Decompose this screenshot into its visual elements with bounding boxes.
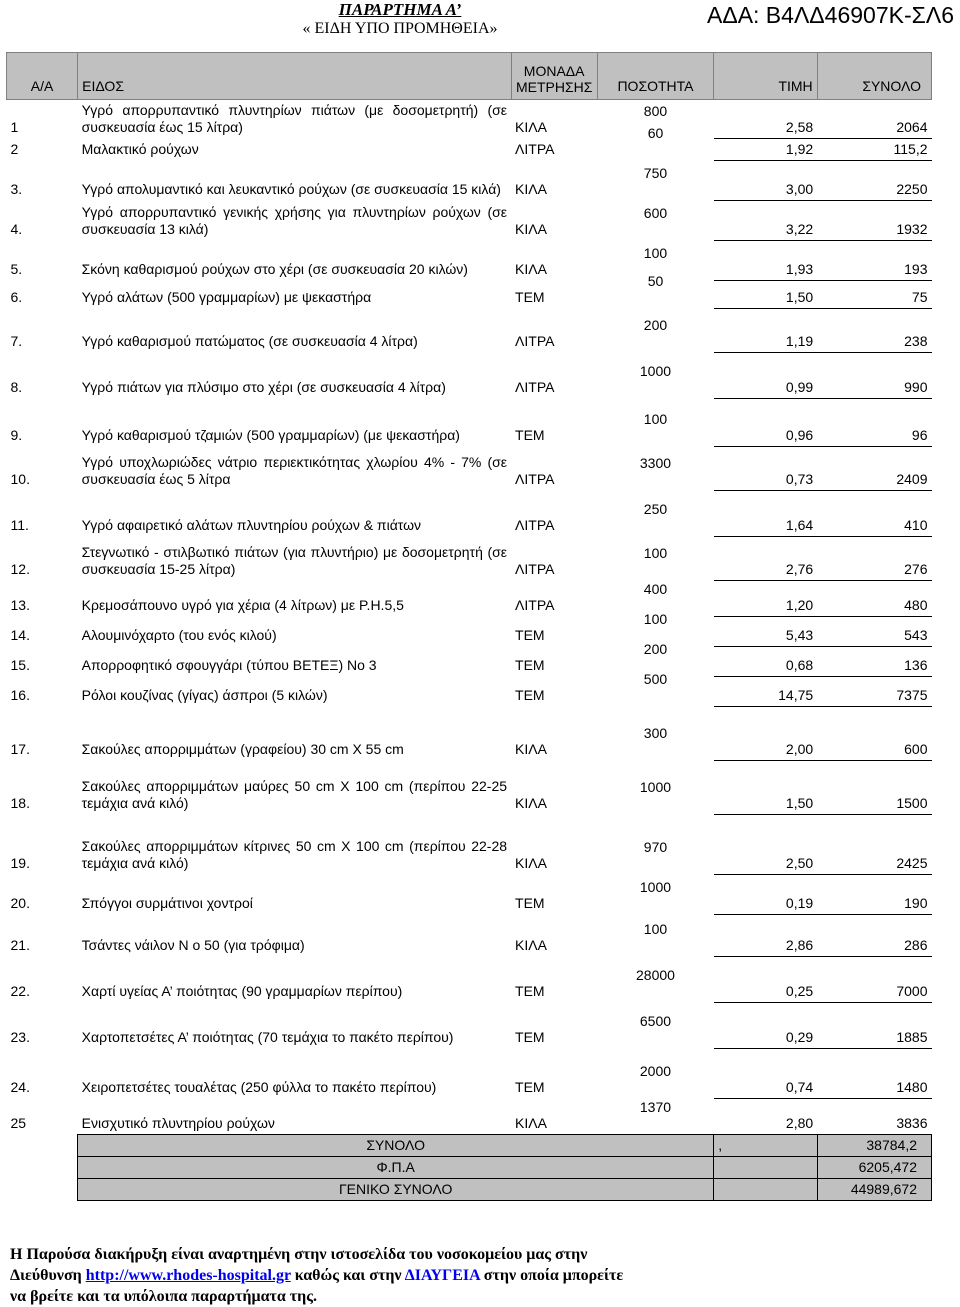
row-price: 1,92 <box>714 138 817 160</box>
row-price: 1,20 <box>714 580 817 616</box>
summary-row <box>7 1156 932 1178</box>
row-number: 25 <box>10 1115 27 1131</box>
row-price: 0,96 <box>714 398 817 446</box>
header-desc: ΕΙΔΟΣ <box>78 53 511 100</box>
row-number: 6. <box>10 289 23 305</box>
row-quantity-value: 100 <box>643 545 668 561</box>
row-description: Υγρό αφαιρετικό αλάτων πλυντηρίου ρούχων & πιάτων <box>81 517 422 533</box>
row-description: Σακούλες απορριμμάτων μαύρες 50 cm X 100 cm (περίπου 22-25 τεμάχια ανά κιλό) <box>81 778 508 811</box>
row-number: 7. <box>10 333 23 349</box>
summary-mark <box>714 1156 817 1178</box>
row-quantity-value: 3300 <box>639 455 672 471</box>
row-unit: ΛΙΤΡΑ <box>515 333 555 349</box>
row-price: 2,50 <box>714 814 817 874</box>
row-number: 17. <box>10 741 30 757</box>
row-quantity-value: 400 <box>643 581 668 597</box>
table-row <box>7 138 932 160</box>
table-row <box>7 914 932 956</box>
notice-line-2 <box>10 1265 940 1286</box>
table-row <box>7 200 932 240</box>
table-row <box>7 240 932 280</box>
row-number: 18. <box>10 795 30 811</box>
notice-line-1: Η Παρούσα διακήρυξη είναι αναρτημένη στην ιστοσελίδα του νοσοκομείου μας στην <box>10 1246 588 1263</box>
row-unit: ΤΕΜ <box>515 895 545 911</box>
row-description: Υγρό υποχλωριώδες νάτριο περιεκτικότητας χλωρίου 4% - 7% (σε συσκευασία έως 5 λίτρα <box>81 454 508 487</box>
row-total: 2064 <box>817 100 931 139</box>
row-unit: ΤΕΜ <box>515 627 545 643</box>
row-number: 16. <box>10 687 30 703</box>
summary-spacer <box>7 1156 78 1178</box>
header-price: ΤΙΜΗ <box>714 53 817 100</box>
summary-spacer <box>7 1178 78 1200</box>
row-total: 1500 <box>817 760 931 814</box>
table-row <box>7 160 932 200</box>
row-quantity-value: 200 <box>643 641 668 657</box>
row-number: 13. <box>10 597 30 613</box>
row-price: 0,29 <box>714 1002 817 1048</box>
table-row <box>7 1002 932 1048</box>
row-description: Σακούλες απορριμμάτων κίτρινες 50 cm X 100 cm (περίπου 22-28 τεμάχια ανά κιλό) <box>81 838 508 871</box>
row-price: 1,19 <box>714 308 817 352</box>
table-row <box>7 100 932 139</box>
row-total: 193 <box>817 240 931 280</box>
row-quantity-value: 60 <box>647 125 664 141</box>
row-quantity-value: 1000 <box>639 363 672 379</box>
row-total: 543 <box>817 616 931 646</box>
row-price: 0,99 <box>714 352 817 398</box>
row-total: 2425 <box>817 814 931 874</box>
table-row <box>7 280 932 308</box>
summary-label: ΣΥΝΟΛΟ <box>78 1134 714 1156</box>
row-quantity <box>597 160 713 200</box>
row-unit: ΤΕΜ <box>515 657 545 673</box>
table-row <box>7 814 932 874</box>
row-description: Χειροπετσέτες τουαλέτας (250 φύλλα το πακέτο περίπου) <box>81 1079 437 1095</box>
row-quantity <box>597 760 713 814</box>
row-total: 410 <box>817 490 931 536</box>
table-row <box>7 490 932 536</box>
row-number: 12. <box>10 561 30 577</box>
row-number: 23. <box>10 1029 30 1045</box>
row-total: 276 <box>817 536 931 580</box>
row-number: 8. <box>10 379 23 395</box>
row-unit: ΚΙΛΑ <box>515 261 547 277</box>
row-price: 2,76 <box>714 536 817 580</box>
row-description: Χαρτί υγείας Α’ ποιότητας (90 γραμμαρίων περίπου) <box>81 983 403 999</box>
notice-post-text: στην οποία μπορείτε <box>483 1267 624 1284</box>
row-quantity-value: 2000 <box>639 1063 672 1079</box>
row-total: 96 <box>817 398 931 446</box>
row-quantity-value: 100 <box>643 245 668 261</box>
diavgeia-link[interactable]: ΔΙΑΥΓΕΙΑ <box>404 1267 480 1284</box>
summary-row <box>7 1178 932 1200</box>
table-row <box>7 1048 932 1098</box>
row-price: 0,68 <box>714 646 817 676</box>
row-number: 24. <box>10 1079 30 1095</box>
row-quantity-value: 28000 <box>636 967 675 983</box>
row-price: 1,93 <box>714 240 817 280</box>
row-unit: ΤΕΜ <box>515 427 545 443</box>
row-price: 2,58 <box>714 100 817 139</box>
row-quantity <box>597 398 713 446</box>
table-row <box>7 706 932 760</box>
row-description: Υγρό καθαρισμού τζαμιών (500 γραμμαρίων) (με ψεκαστήρα) <box>81 427 460 443</box>
row-unit: ΚΙΛΑ <box>515 855 547 871</box>
row-total: 1885 <box>817 1002 931 1048</box>
row-quantity-value: 100 <box>643 411 668 427</box>
row-unit: ΚΙΛΑ <box>515 119 547 135</box>
row-unit: ΚΙΛΑ <box>515 795 547 811</box>
row-quantity-value: 500 <box>643 671 668 687</box>
row-unit: ΤΕΜ <box>515 289 545 305</box>
row-total: 1480 <box>817 1048 931 1098</box>
row-description: Χαρτοπετσέτες Α’ ποιότητας (70 τεμάχια το πακέτο περίπου) <box>81 1029 454 1045</box>
row-number: 22. <box>10 983 30 999</box>
table-row <box>7 580 932 616</box>
row-quantity-value: 1370 <box>639 1098 672 1115</box>
row-number: 21. <box>10 937 30 953</box>
table-row <box>7 1098 932 1134</box>
row-description: Υγρό απορρυπαντικό πλυντηρίων πιάτων (με δοσομετρητή) (σε συσκευασία έως 15 λίτρα) <box>81 102 508 135</box>
table-row <box>7 874 932 914</box>
row-description: Σκόνη καθαρισμού ρούχων στο χέρι (σε συσκευασία 20 κιλών) <box>81 261 468 277</box>
row-total: 286 <box>817 914 931 956</box>
table-row <box>7 352 932 398</box>
row-unit: ΛΙΤΡΑ <box>515 517 555 533</box>
row-number: 15. <box>10 657 30 673</box>
row-unit: ΚΙΛΑ <box>515 181 547 197</box>
items-body <box>7 100 932 1135</box>
row-quantity <box>597 671 713 706</box>
row-total: 136 <box>817 646 931 676</box>
row-unit: ΤΕΜ <box>515 1079 545 1095</box>
table-row <box>7 446 932 490</box>
row-description: Ενισχυτικό πλυντηρίου ρούχων <box>81 1114 275 1131</box>
row-quantity-value: 100 <box>643 611 668 627</box>
row-unit: ΛΙΤΡΑ <box>515 597 555 613</box>
row-price: 5,43 <box>714 616 817 646</box>
header-no: Α/Α <box>7 53 78 100</box>
table-row <box>7 956 932 1002</box>
row-quantity-value: 800 <box>643 103 668 119</box>
row-quantity <box>597 1002 713 1048</box>
summary-label: Φ.Π.Α <box>78 1156 714 1178</box>
row-total: 2250 <box>817 160 931 200</box>
row-price: 1,64 <box>714 490 817 536</box>
row-quantity-value: 300 <box>643 725 668 741</box>
summary-value: 38784,2 <box>817 1134 931 1156</box>
summary-row <box>7 1134 932 1156</box>
row-unit: ΚΙΛΑ <box>515 937 547 953</box>
row-total: 238 <box>817 308 931 352</box>
row-price: 0,74 <box>714 1048 817 1098</box>
row-quantity <box>597 814 713 874</box>
row-quantity <box>597 273 713 308</box>
row-unit: ΛΙΤΡΑ <box>515 561 555 577</box>
summary-mark <box>714 1178 817 1200</box>
row-quantity <box>597 536 713 580</box>
row-number: 10. <box>10 471 30 487</box>
row-unit: ΚΙΛΑ <box>515 221 547 237</box>
row-unit: ΛΙΤΡΑ <box>515 141 555 157</box>
row-quantity-value: 50 <box>647 273 664 289</box>
row-price: 3,22 <box>714 200 817 240</box>
summary-label: ΓΕΝΙΚΟ ΣΥΝΟΛΟ <box>78 1178 714 1200</box>
table-row <box>7 398 932 446</box>
row-quantity <box>597 1098 713 1134</box>
summary-mark: , <box>714 1134 817 1156</box>
row-unit: ΛΙΤΡΑ <box>515 379 555 395</box>
row-quantity-value: 1000 <box>639 779 672 795</box>
row-unit: ΛΙΤΡΑ <box>515 471 555 487</box>
row-total: 115,2 <box>817 138 931 160</box>
row-total: 480 <box>817 580 931 616</box>
row-quantity-value: 200 <box>643 317 668 333</box>
row-number: 2 <box>10 141 19 157</box>
row-description: Στεγνωτικό - στιλβωτικό πιάτων (για πλυντήριο) με δοσομετρητή (σε συσκευασία 15-25 λίτρα) <box>81 544 508 577</box>
table-row <box>7 676 932 706</box>
document-header <box>0 0 960 50</box>
row-unit: ΤΕΜ <box>515 983 545 999</box>
ada-code: ΑΔΑ: Β4ΛΔ46907Κ-ΣΛ6 <box>706 2 954 28</box>
table-row <box>7 536 932 580</box>
row-number: 4. <box>10 221 23 237</box>
row-quantity-value: 970 <box>643 839 668 855</box>
row-total: 190 <box>817 874 931 914</box>
row-quantity-value: 750 <box>643 165 668 181</box>
row-quantity <box>597 956 713 1002</box>
table-header-row <box>7 53 932 100</box>
notice-mid-text: καθώς και στην <box>294 1267 402 1284</box>
summary-spacer <box>7 1134 78 1156</box>
row-description: Κρεμοσάπουνο υγρό για χέρια (4 λίτρων) με Ρ.Η.5,5 <box>81 597 404 613</box>
row-quantity <box>597 446 713 490</box>
row-total: 2409 <box>817 446 931 490</box>
notice-address-label: Διεύθυνση <box>10 1267 82 1284</box>
row-unit: ΚΙΛΑ <box>515 741 547 757</box>
items-table <box>6 52 932 1201</box>
summary-value: 6205,472 <box>817 1156 931 1178</box>
row-description: Υγρό απολυμαντικό και λευκαντικό ρούχων (σε συσκευασία 15 κιλά) <box>81 181 501 197</box>
row-quantity <box>597 308 713 352</box>
row-description: Υγρό καθαρισμού πατώματος (σε συσκευασία 4 λίτρα) <box>81 333 418 349</box>
row-price: 0,25 <box>714 956 817 1002</box>
row-price: 3,00 <box>714 160 817 200</box>
row-unit: ΤΕΜ <box>515 1029 545 1045</box>
row-price: 0,73 <box>714 446 817 490</box>
row-quantity-value: 250 <box>643 501 668 517</box>
row-total: 7000 <box>817 956 931 1002</box>
row-number: 20. <box>10 895 30 911</box>
row-description: Υγρό απορρυπαντικό γενικής χρήσης για πλυντηρίων ρούχων (σε συσκευασία 13 κιλά) <box>81 204 508 237</box>
header-unit: ΜΟΝΑΔΑ ΜΕΤΡΗΣΗΣ <box>511 53 597 100</box>
summary-value: 44989,672 <box>817 1178 931 1200</box>
row-quantity <box>597 874 713 914</box>
row-description: Απορροφητικό σφουγγάρι (τύπου ΒΕΤΕΞ) Νο 3 <box>81 657 377 673</box>
row-price: 2,80 <box>714 1098 817 1134</box>
row-description: Αλουμινόχαρτο (του ενός κιλού) <box>81 627 277 643</box>
row-total: 7375 <box>817 676 931 706</box>
row-number: 1 <box>10 119 19 135</box>
row-total: 600 <box>817 706 931 760</box>
row-quantity <box>597 706 713 760</box>
row-price: 0,19 <box>714 874 817 914</box>
row-quantity <box>597 490 713 536</box>
row-description: Υγρό αλάτων (500 γραμμαρίων) με ψεκαστήρα <box>81 289 372 305</box>
row-quantity <box>597 352 713 398</box>
row-price: 2,00 <box>714 706 817 760</box>
row-description: Τσάντες νάιλον Ν ο 50 (για τρόφιμα) <box>81 937 305 953</box>
row-quantity-value: 6500 <box>639 1013 672 1029</box>
row-number: 5. <box>10 261 23 277</box>
row-description: Σπόγγοι συρμάτινοι χοντροί <box>81 895 253 911</box>
row-total: 75 <box>817 280 931 308</box>
row-description: Σακούλες απορριμμάτων (γραφείου) 30 cm X 55 cm <box>81 741 404 757</box>
row-quantity <box>597 1048 713 1098</box>
row-quantity <box>597 125 713 160</box>
row-total: 990 <box>817 352 931 398</box>
row-quantity-value: 100 <box>643 921 668 937</box>
row-description: Μαλακτικό ρούχων <box>81 141 199 157</box>
notice-footer <box>10 1244 940 1307</box>
table-row <box>7 760 932 814</box>
row-number: 11. <box>10 517 29 533</box>
table-row <box>7 308 932 352</box>
row-price: 1,50 <box>714 280 817 308</box>
row-unit: ΤΕΜ <box>515 687 545 703</box>
header-qty: ΠΟΣΟΤΗΤΑ <box>597 53 713 100</box>
annex-title: ΠΑΡΑΡΤΗΜΑ Α’ <box>338 0 462 19</box>
row-number: 3. <box>10 181 23 197</box>
notice-line-3: να βρείτε και τα υπόλοιπα παραρτήματα της. <box>10 1288 318 1305</box>
row-number: 19. <box>10 855 30 871</box>
row-number: 9. <box>10 427 23 443</box>
row-description: Ρόλοι κουζίνας (γίγας) άσπροι (5 κιλών) <box>81 687 328 703</box>
row-unit: ΚΙΛΑ <box>515 1114 547 1131</box>
table-row <box>7 646 932 676</box>
row-quantity-value: 1000 <box>639 879 672 895</box>
annex-subtitle: « ΕΙΔΗ ΥΠΟ ΠΡΟΜΗΘΕΙΑ» <box>302 20 498 37</box>
row-price: 2,86 <box>714 914 817 956</box>
summary-body <box>7 1134 932 1200</box>
row-total: 1932 <box>817 200 931 240</box>
row-number: 14. <box>10 627 30 643</box>
row-description: Υγρό πιάτων για πλύσιμο στο χέρι (σε συσκευασία 4 λίτρα) <box>81 379 446 395</box>
row-quantity <box>597 914 713 956</box>
row-quantity <box>597 200 713 240</box>
hospital-website-link[interactable]: http://www.rhodes-hospital.gr <box>85 1267 291 1284</box>
row-quantity-value: 600 <box>643 205 668 221</box>
row-total: 3836 <box>817 1098 931 1134</box>
row-price: 1,50 <box>714 760 817 814</box>
header-total: ΣΥΝΟΛΟ <box>817 53 931 100</box>
table-row <box>7 616 932 646</box>
row-price: 14,75 <box>714 676 817 706</box>
